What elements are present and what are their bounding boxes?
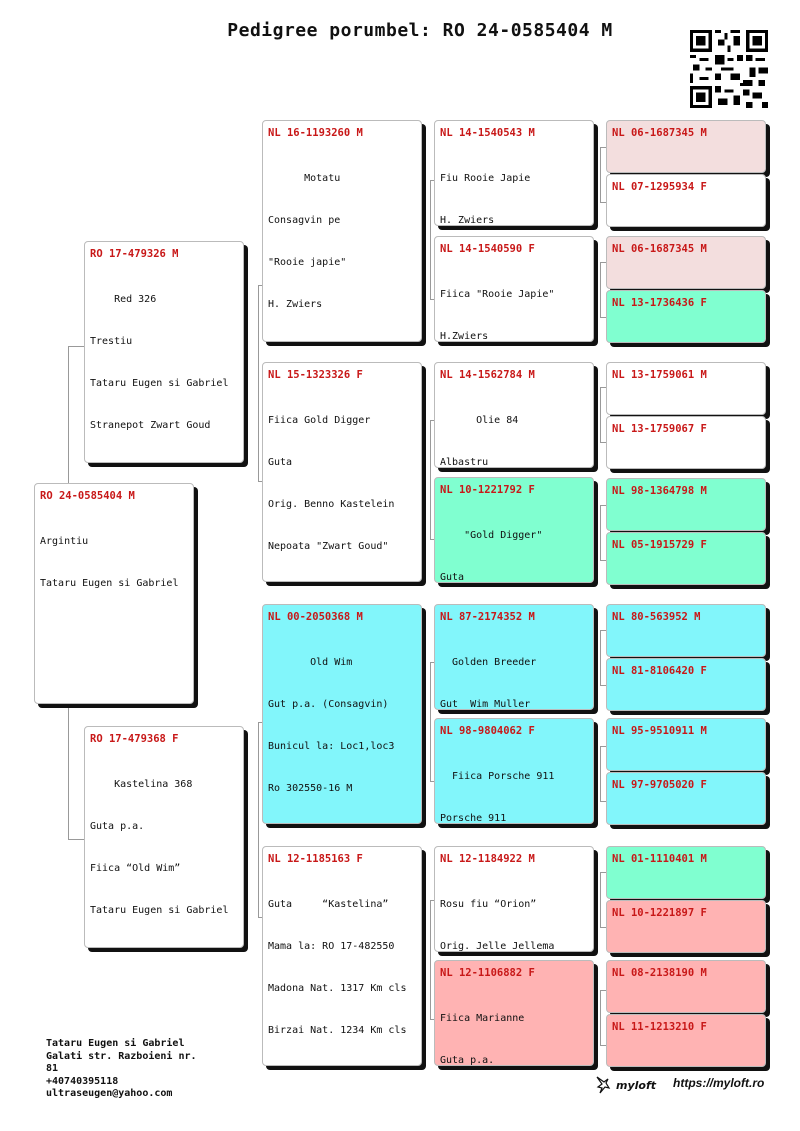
owner-address: Galati str. Razboieni nr. bbox=[46, 1050, 197, 1062]
grandparent-card[interactable] bbox=[262, 362, 422, 582]
info-line bbox=[612, 710, 761, 711]
info-line: Olie 84 bbox=[440, 415, 519, 426]
info-line: Rosu fiu “Orion” bbox=[440, 899, 537, 910]
ancestor-card[interactable] bbox=[606, 478, 766, 531]
ancestor-card[interactable] bbox=[606, 174, 766, 227]
ancestor-card[interactable] bbox=[606, 1014, 766, 1067]
dam-card[interactable] bbox=[84, 726, 244, 948]
info-line: Orig. Benno Kastelein bbox=[268, 499, 395, 510]
ring-number: NL 10-1221897 F bbox=[612, 907, 707, 919]
ring-number: NL 15-1323326 F bbox=[268, 369, 363, 381]
info-line: Tataru Eugen si Gabriel bbox=[40, 578, 179, 589]
info-line bbox=[612, 226, 761, 227]
info-line bbox=[612, 770, 761, 771]
ring-number: NL 11-1213210 F bbox=[612, 1021, 707, 1033]
owner-contact bbox=[46, 1038, 216, 1101]
page-title: Pedigree porumbel: RO 24-0585404 M bbox=[227, 20, 613, 41]
ancestor-card[interactable] bbox=[606, 532, 766, 585]
info-line: Fiica Gold Digger bbox=[268, 415, 371, 426]
info-line: Tataru Eugen si Gabriel bbox=[90, 378, 229, 389]
info-line: Birzai Nat. 1234 Km cls bbox=[268, 1025, 407, 1036]
info-line bbox=[612, 288, 761, 289]
info-line: H. Zwiers bbox=[440, 215, 495, 226]
owner-name: Tataru Eugen si Gabriel bbox=[46, 1038, 185, 1049]
ring-number: NL 95-9510911 M bbox=[612, 725, 707, 737]
ring-number: NL 10-1221792 F bbox=[440, 484, 535, 496]
great-grandparent-card[interactable] bbox=[434, 960, 594, 1066]
ancestor-card[interactable] bbox=[606, 362, 766, 415]
ring-number: NL 87-2174352 M bbox=[440, 611, 535, 623]
info-line: Porsche 911 bbox=[440, 813, 507, 824]
info-line: Fiica Porsche 911 bbox=[440, 771, 555, 782]
ring-number: NL 00-2050368 M bbox=[268, 611, 363, 623]
owner-email[interactable]: ultraseugen@yahoo.com bbox=[46, 1088, 173, 1099]
ancestor-card[interactable] bbox=[606, 718, 766, 771]
info-line: Fiica "Rooie Japie" bbox=[440, 289, 555, 300]
info-line bbox=[612, 342, 761, 343]
ancestor-card[interactable] bbox=[606, 604, 766, 657]
info-line: Kastelina 368 bbox=[90, 779, 193, 790]
ring-number: NL 80-563952 M bbox=[612, 611, 701, 623]
great-grandparent-card[interactable] bbox=[434, 236, 594, 342]
qr-code-icon bbox=[690, 30, 768, 108]
info-line: H.Zwiers bbox=[440, 331, 489, 342]
info-line bbox=[90, 461, 239, 463]
info-line bbox=[612, 584, 761, 585]
ring-number: NL 98-1364798 M bbox=[612, 485, 707, 497]
great-grandparent-card[interactable] bbox=[434, 120, 594, 226]
ring-number: NL 97-9705020 F bbox=[612, 779, 707, 791]
great-grandparent-card[interactable] bbox=[434, 477, 594, 583]
info-line: Red 326 bbox=[90, 294, 157, 305]
info-line: Nepoata "Zwart Goud" bbox=[268, 541, 389, 552]
ring-number: NL 13-1736436 F bbox=[612, 297, 707, 309]
info-line: Trestiu bbox=[90, 336, 133, 347]
info-line: H. Zwiers bbox=[268, 299, 323, 310]
info-line bbox=[612, 952, 761, 953]
owner-address-number: 81 bbox=[46, 1063, 59, 1074]
info-line: Guta p.a. bbox=[440, 1055, 495, 1066]
ancestor-card[interactable] bbox=[606, 236, 766, 289]
brand-name: myloft bbox=[616, 1078, 657, 1092]
ring-number: NL 01-1110401 M bbox=[612, 853, 707, 865]
ancestor-card[interactable] bbox=[606, 846, 766, 899]
info-line bbox=[612, 414, 761, 415]
ring-number: NL 12-1185163 F bbox=[268, 853, 363, 865]
ancestor-card[interactable] bbox=[606, 290, 766, 343]
grandparent-card[interactable] bbox=[262, 846, 422, 1066]
info-line: Motatu bbox=[268, 173, 341, 184]
great-grandparent-card[interactable] bbox=[434, 718, 594, 824]
ancestor-card[interactable] bbox=[606, 960, 766, 1013]
info-line bbox=[612, 468, 761, 469]
ring-number: NL 13-1759061 M bbox=[612, 369, 707, 381]
info-line: Argintiu bbox=[40, 536, 89, 547]
info-line: Madona Nat. 1317 Km cls bbox=[268, 983, 407, 994]
brand-logo bbox=[594, 1075, 656, 1095]
info-line bbox=[612, 656, 761, 657]
info-line: Guta “Kastelina” bbox=[268, 899, 389, 910]
grandparent-card[interactable] bbox=[262, 604, 422, 824]
info-line bbox=[612, 1012, 761, 1013]
ring-number: NL 13-1759067 F bbox=[612, 423, 707, 435]
ancestor-card[interactable] bbox=[606, 416, 766, 469]
great-grandparent-card[interactable] bbox=[434, 846, 594, 952]
great-grandparent-card[interactable] bbox=[434, 604, 594, 710]
ancestor-card[interactable] bbox=[606, 658, 766, 711]
ring-number: NL 16-1193260 M bbox=[268, 127, 363, 139]
ring-number: RO 17-479368 F bbox=[90, 733, 179, 745]
info-line: Gut Wim Muller bbox=[440, 699, 531, 710]
sire-card[interactable] bbox=[84, 241, 244, 463]
ring-number: NL 14-1540543 M bbox=[440, 127, 535, 139]
info-line: "Gold Digger" bbox=[440, 530, 543, 541]
info-line bbox=[612, 530, 761, 531]
info-line: Bunicul la: Loc1,loc3 bbox=[268, 741, 395, 752]
great-grandparent-card[interactable] bbox=[434, 362, 594, 468]
ancestor-card[interactable] bbox=[606, 900, 766, 953]
ring-number: NL 14-1562784 M bbox=[440, 369, 535, 381]
info-line: Orig. Jelle Jellema bbox=[440, 941, 555, 952]
info-line: Fiica “Old Wim” bbox=[90, 863, 181, 874]
connector bbox=[68, 346, 85, 490]
info-line: Gut p.a. (Consagvin) bbox=[268, 699, 389, 710]
pigeon-icon bbox=[594, 1075, 612, 1095]
info-line: Guta p.a. bbox=[90, 821, 145, 832]
ring-number: NL 98-9804062 F bbox=[440, 725, 535, 737]
info-line bbox=[612, 898, 761, 899]
info-line: Stranepot Zwart Goud bbox=[90, 420, 211, 431]
ring-number: NL 05-1915729 F bbox=[612, 539, 707, 551]
grandparent-card[interactable] bbox=[262, 120, 422, 342]
ring-number: NL 06-1687345 M bbox=[612, 243, 707, 255]
info-line bbox=[612, 1066, 761, 1067]
ring-number: NL 14-1540590 F bbox=[440, 243, 535, 255]
info-line: Fiu Rooie Japie bbox=[440, 173, 531, 184]
info-line: Old Wim bbox=[268, 657, 353, 668]
info-line bbox=[268, 340, 417, 342]
ring-number: RO 17-479326 M bbox=[90, 248, 179, 260]
info-line: Ro 302550-16 M bbox=[268, 783, 353, 794]
ring-number: NL 06-1687345 M bbox=[612, 127, 707, 139]
ring-number: NL 12-1184922 M bbox=[440, 853, 535, 865]
ancestor-card[interactable] bbox=[606, 120, 766, 173]
brand-url[interactable]: https://myloft.ro bbox=[673, 1076, 765, 1090]
ring-number: NL 12-1106882 F bbox=[440, 967, 535, 979]
connector bbox=[68, 704, 85, 840]
info-line bbox=[612, 824, 761, 825]
info-line: Tataru Eugen si Gabriel bbox=[90, 905, 229, 916]
info-line: Guta bbox=[268, 457, 293, 468]
info-line: Consagvin pe bbox=[268, 215, 341, 226]
ring-number: NL 08-2138190 M bbox=[612, 967, 707, 979]
ancestor-card[interactable] bbox=[606, 772, 766, 825]
info-line: Albastru bbox=[440, 457, 489, 468]
ring-number: RO 24-0585404 M bbox=[40, 490, 135, 502]
ring-number: NL 07-1295934 F bbox=[612, 181, 707, 193]
info-line: Guta bbox=[440, 572, 465, 583]
subject-card[interactable] bbox=[34, 483, 194, 704]
owner-phone: +40740395118 bbox=[46, 1075, 119, 1087]
ring-number: NL 81-8106420 F bbox=[612, 665, 707, 677]
info-line: "Rooie japie" bbox=[268, 257, 347, 268]
info-line: Golden Breeder bbox=[440, 657, 537, 668]
info-line: Mama la: RO 17-482550 bbox=[268, 941, 395, 952]
info-line bbox=[612, 172, 761, 173]
info-line: Fiica Marianne bbox=[440, 1013, 525, 1024]
